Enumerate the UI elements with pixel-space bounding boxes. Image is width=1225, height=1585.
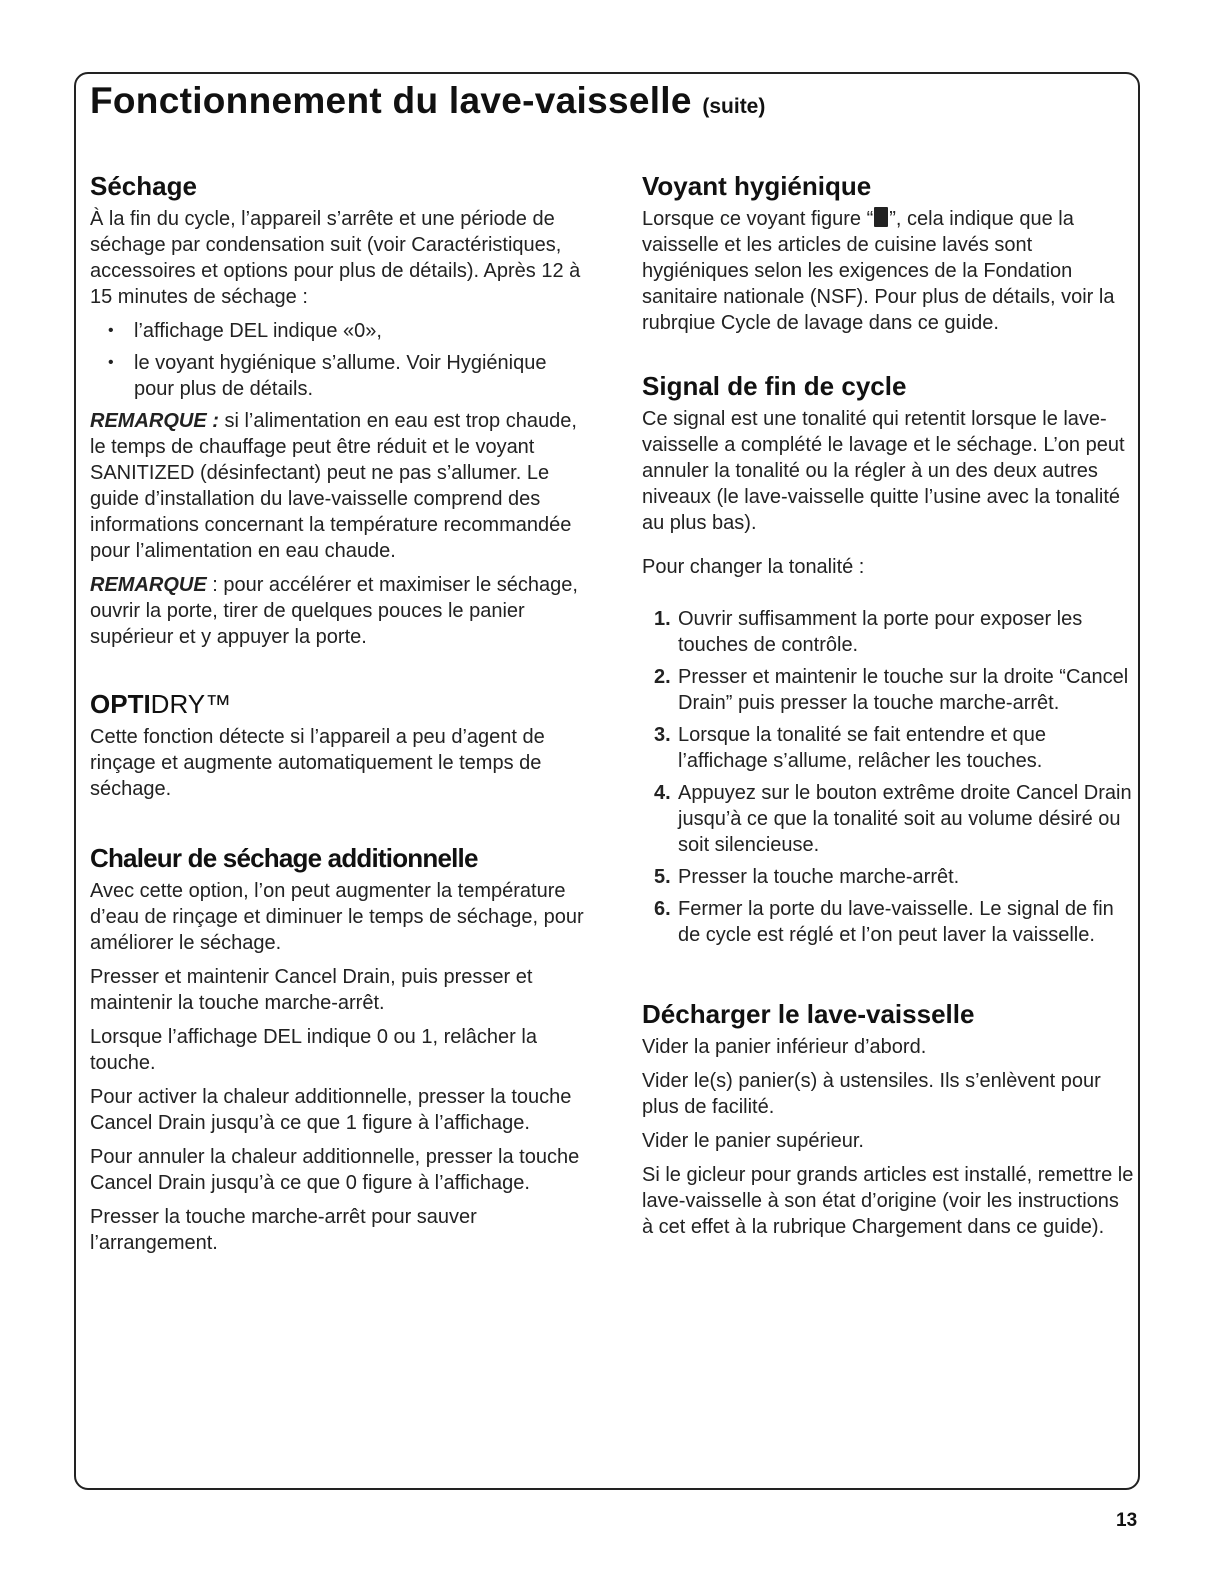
page-number: 13 <box>1116 1510 1138 1531</box>
signal-intro: Pour changer la tonalité : <box>642 556 865 578</box>
heading-sechage: Séchage <box>90 171 197 201</box>
section-optidry <box>90 688 590 802</box>
decharger-paragraph: Vider la panier inférieur d’abord. <box>642 1036 927 1058</box>
signal-text: Ce signal est une tonalité qui retentit lorsque le lave-vaisselle a complété le lavage et le séchage. L’on peut annuler la tonalité ou la régler à un des deux autres niveaux (le lave-vaisselle quitte l’usine avec la tonalité au plus bas). <box>642 408 1125 534</box>
list-item: • le voyant hygiénique s’allume. Voir Hygiénique pour plus de détails. <box>108 352 547 400</box>
heading-voyant: Voyant hygiénique <box>642 171 872 201</box>
list-item: 2. Presser et maintenir le touche sur la droite “Cancel Drain” puis presser la touche marche-arrêt. <box>654 666 1129 714</box>
title-main: Fonctionnement du lave-vaisselle <box>90 80 692 121</box>
list-item: 6. Fermer la porte du lave-vaisselle. Le signal de fin de cycle est réglé et l’on peut laver la vaisselle. <box>654 898 1114 946</box>
bullet-icon: • <box>108 322 114 339</box>
bullet-icon: • <box>108 354 114 371</box>
list-item: • l’affichage DEL indique «0», <box>108 320 382 342</box>
step-number: 3. <box>654 724 671 746</box>
step-number: 6. <box>654 898 671 920</box>
step-number: 5. <box>654 866 671 888</box>
list-item: 5. Presser la touche marche-arrêt. <box>654 866 960 888</box>
chaleur-paragraph: Presser et maintenir Cancel Drain, puis presser et maintenir la touche marche-arrêt. <box>90 966 533 1014</box>
chaleur-paragraph: Lorsque l’affichage DEL indique 0 ou 1, relâcher la touche. <box>90 1026 537 1074</box>
note-label: REMARQUE <box>90 574 207 596</box>
decharger-paragraph: Vider le(s) panier(s) à ustensiles. Ils s’enlèvent pour plus de facilité. <box>642 1070 1101 1118</box>
left-column <box>90 170 590 1264</box>
decharger-paragraph: Si le gicleur pour grands articles est installé, remettre le lave-vaisselle à son état d’origine (voir les instructions à cet effet à la rubrique Chargement dans ce guide). <box>642 1164 1134 1238</box>
heading-decharger: Décharger le lave-vaisselle <box>642 999 975 1029</box>
section-sechage <box>90 170 590 650</box>
right-column <box>642 170 1134 1248</box>
chaleur-paragraph: Pour annuler la chaleur additionnelle, presser la touche Cancel Drain jusqu’à ce que 0 figure à l’affichage. <box>90 1146 580 1194</box>
heading-chaleur: Chaleur de séchage additionnelle <box>90 843 478 873</box>
page-title <box>90 80 765 122</box>
step-number: 1. <box>654 608 671 630</box>
voyant-text: Lorsque ce voyant figure “ ”, cela indique que la vaisselle et les articles de cuisine lavés sont hygiéniques selon les exigences de la Fondation sanitaire nationale (NSF). Pour plus de détails, voir la rubrqiue Cycle de lavage dans ce guide. <box>642 208 1115 334</box>
note-label: REMARQUE : <box>90 410 219 432</box>
chaleur-paragraph: Avec cette option, l’on peut augmenter la température d’eau de rinçage et diminuer le temps de séchage, pour améliorer le séchage. <box>90 880 584 954</box>
title-suite: (suite) <box>702 95 766 118</box>
chaleur-paragraph: Presser la touche marche-arrêt pour sauver l’arrangement. <box>90 1206 477 1254</box>
signal-steps <box>642 606 1134 948</box>
sechage-note-1: REMARQUE : si l’alimentation en eau est trop chaude, le temps de chauffage peut être réduit et le voyant SANITIZED (désinfectant) peut ne pas s’allumer. Le guide d’installation du lave-vaisselle comprend des informations concernant la température recommandée pour l’alimentation en eau chaude. <box>90 410 577 562</box>
heading-optidry: OPTIDRY™ <box>90 689 232 719</box>
section-chaleur <box>90 842 590 1256</box>
section-decharger <box>642 998 1134 1240</box>
heading-signal: Signal de fin de cycle <box>642 371 907 401</box>
decharger-paragraph: Vider le panier supérieur. <box>642 1130 864 1152</box>
step-number: 4. <box>654 782 671 804</box>
sechage-note-2: REMARQUE : pour accélérer et maximiser le séchage, ouvrir la porte, tirer de quelques pouces le panier supérieur et y appuyer la porte. <box>90 574 578 648</box>
sanitized-indicator-icon <box>874 207 888 227</box>
sechage-bullet-list <box>90 318 590 402</box>
list-item: 1. Ouvrir suffisamment la porte pour exposer les touches de contrôle. <box>654 608 1083 656</box>
sechage-intro: À la fin du cycle, l’appareil s’arrête et une période de séchage par condensation suit (voir Caractéristiques, accessoires et options pour plus de détails). Après 12 à 15 minutes de séchage : <box>90 208 581 308</box>
step-number: 2. <box>654 666 671 688</box>
optidry-text: Cette fonction détecte si l’appareil a peu d’agent de rinçage et augmente automatiquement le temps de séchage. <box>90 726 545 800</box>
list-item: 4. Appuyez sur le bouton extrême droite Cancel Drain jusqu’à ce que la tonalité soit au volume désiré ou soit silencieuse. <box>654 782 1132 856</box>
section-voyant <box>642 170 1134 336</box>
list-item: 3. Lorsque la tonalité se fait entendre et que l’affichage s’allume, relâcher les touches. <box>654 724 1047 772</box>
chaleur-paragraph: Pour activer la chaleur additionnelle, presser la touche Cancel Drain jusqu’à ce que 1 figure à l’affichage. <box>90 1086 572 1134</box>
section-signal <box>642 370 1134 948</box>
